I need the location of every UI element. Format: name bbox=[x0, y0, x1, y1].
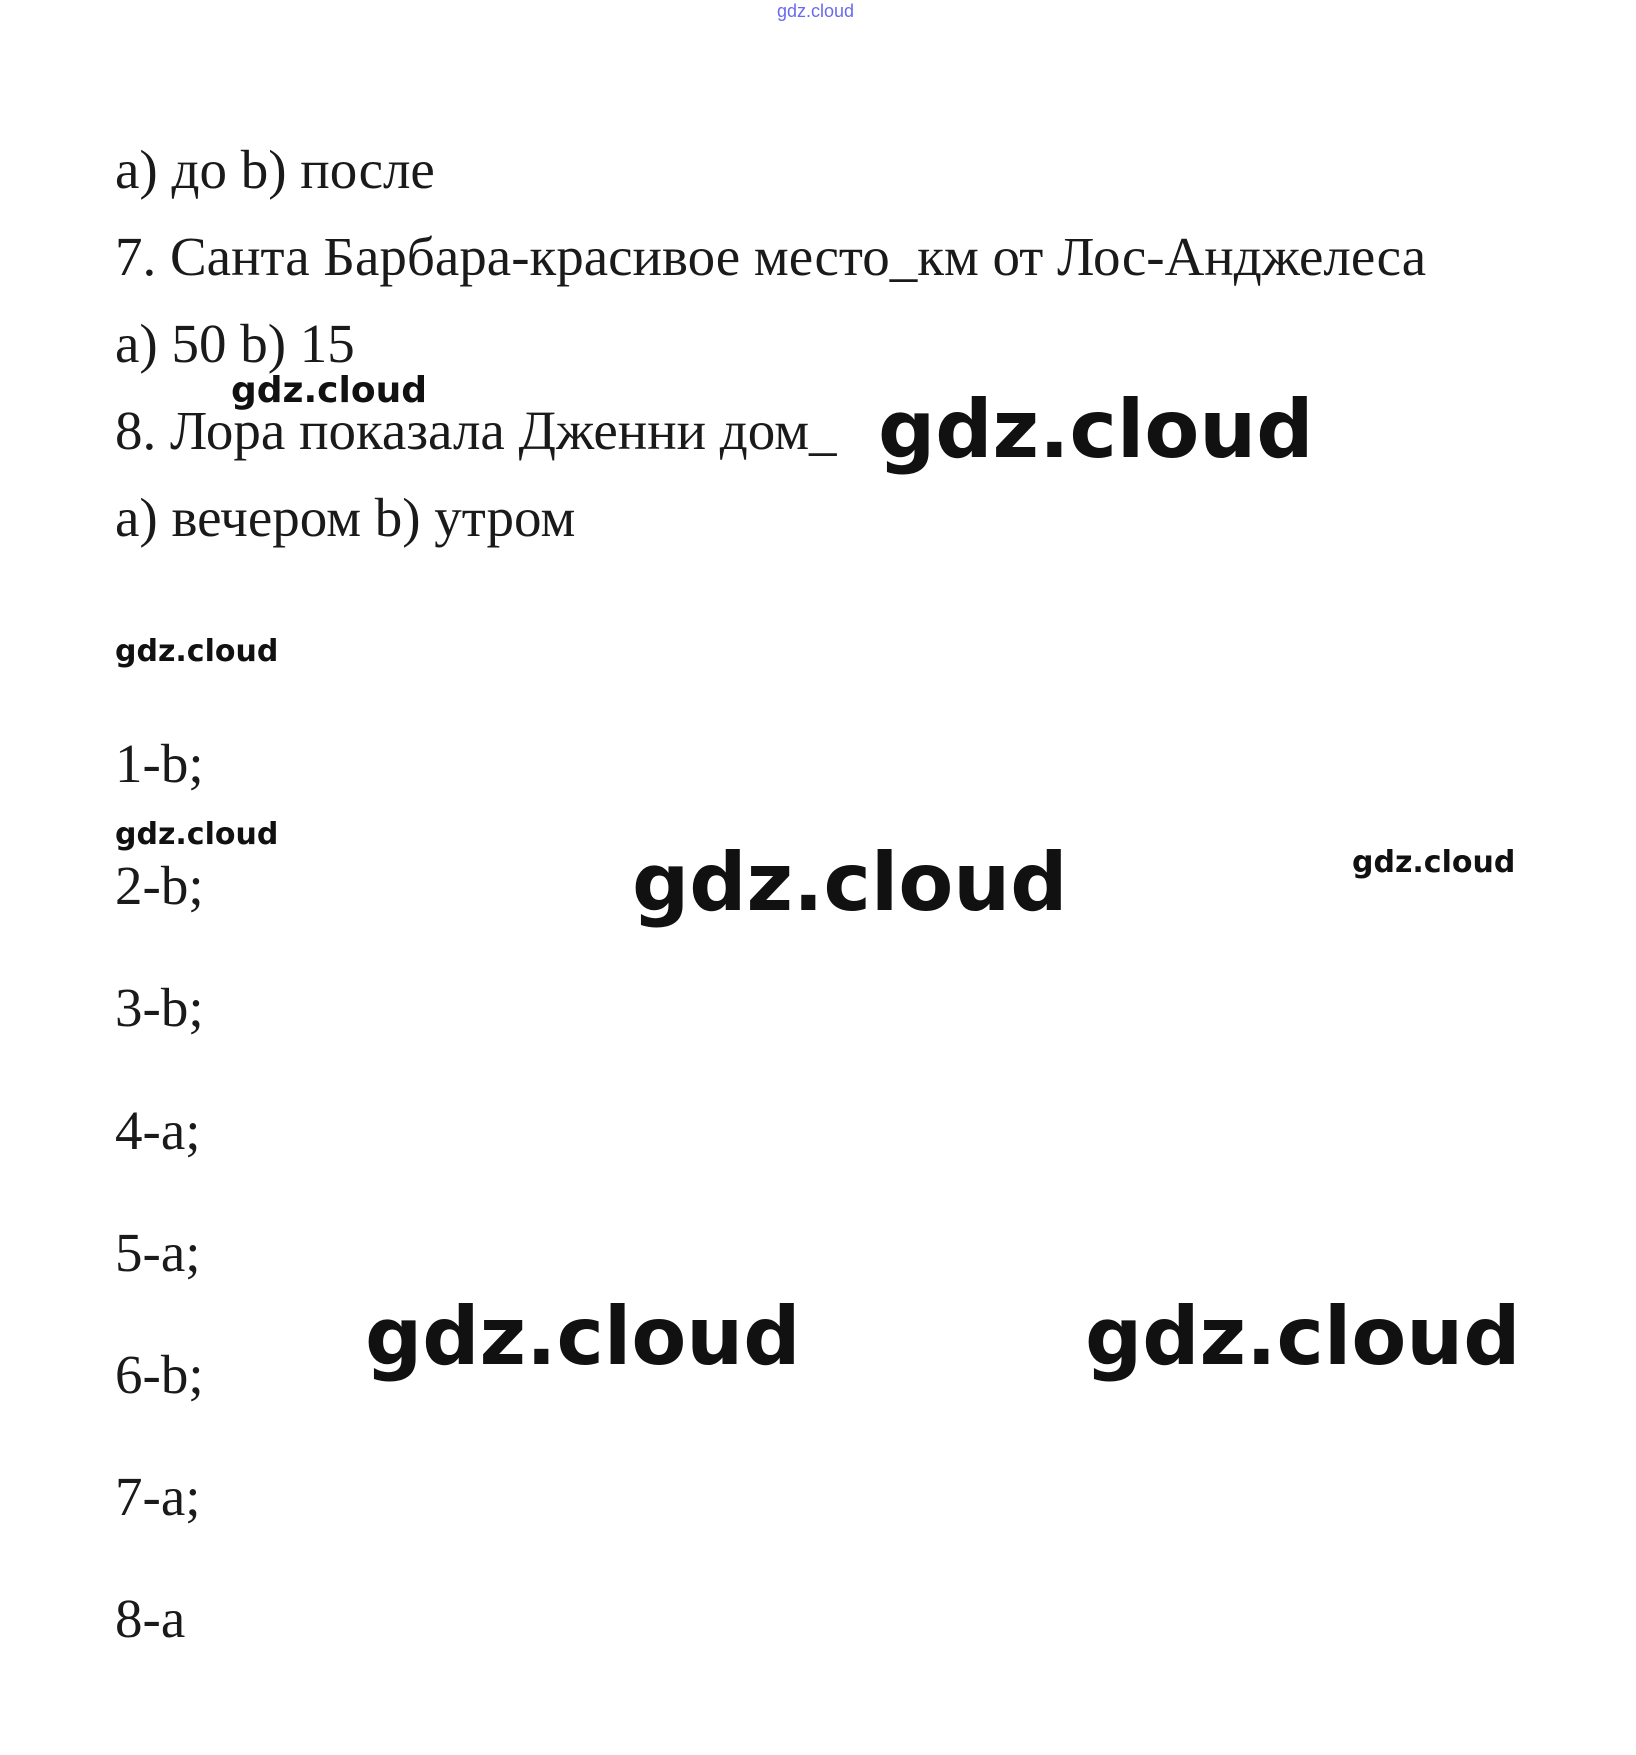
answer-4: 4-a; bbox=[115, 1100, 201, 1161]
watermark-small: gdz.cloud bbox=[115, 634, 279, 669]
question-options-8: a) вечером b) утром bbox=[115, 487, 576, 548]
answer-3: 3-b; bbox=[115, 977, 204, 1038]
watermark-top: gdz.cloud bbox=[777, 1, 855, 21]
question-options-7: a) 50 b) 15 bbox=[115, 313, 355, 374]
watermark-large: gdz.cloud bbox=[632, 836, 1068, 929]
watermark-large: gdz.cloud bbox=[1085, 1290, 1521, 1383]
watermark-large: gdz.cloud bbox=[365, 1290, 801, 1383]
watermark-small: gdz.cloud bbox=[231, 370, 427, 411]
watermark-large: gdz.cloud bbox=[878, 383, 1314, 476]
answer-1: 1-b; bbox=[115, 733, 204, 794]
watermark-small: gdz.cloud bbox=[1352, 845, 1516, 880]
question-7: 7. Санта Барбара-красивое место_км от Лос-Анджелеса bbox=[115, 226, 1427, 287]
answer-2: 2-b; bbox=[115, 855, 204, 916]
watermark-small: gdz.cloud bbox=[115, 817, 279, 852]
answer-7: 7-a; bbox=[115, 1466, 201, 1527]
question-8: 8. Лора показала Дженни дом_ bbox=[115, 400, 837, 461]
answer-5: 5-a; bbox=[115, 1222, 201, 1283]
answer-6: 6-b; bbox=[115, 1344, 204, 1405]
answer-8: 8-a bbox=[115, 1588, 186, 1649]
question-options-6: a) до b) после bbox=[115, 139, 435, 200]
